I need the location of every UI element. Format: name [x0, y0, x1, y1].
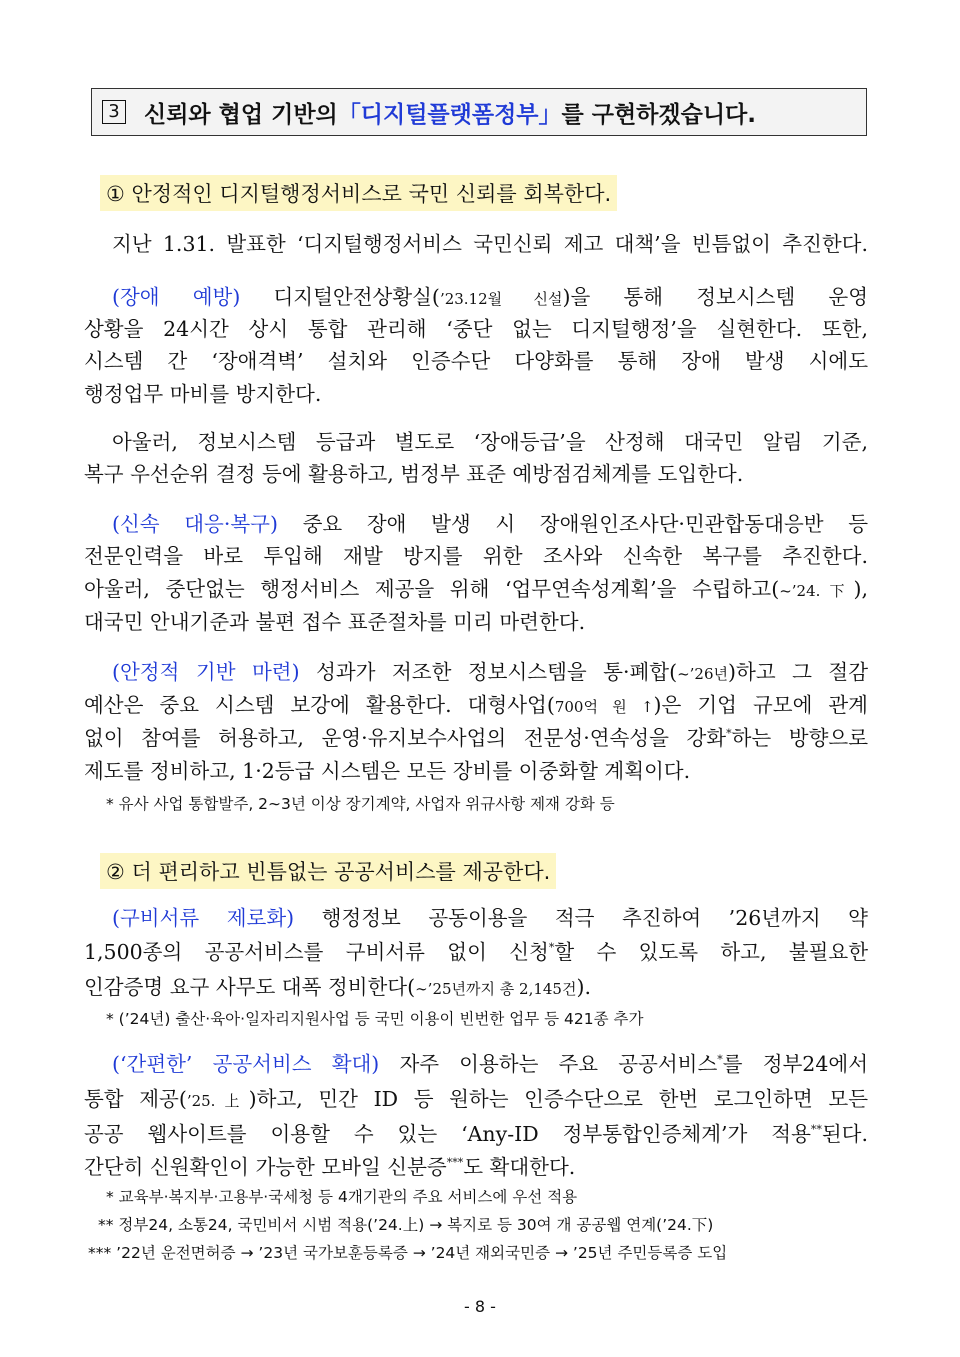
text-run-small: ’23.12월 신설	[439, 290, 563, 308]
paragraph-line: 행정업무 마비를 방지한다.	[84, 382, 322, 406]
paragraph-line: 아울러, 정보시스템 등급과 별도로 ‘장애등급’을 산정해 대국민 알림 기준,	[112, 430, 868, 454]
paragraph-line	[84, 690, 868, 722]
paragraph-line: 시스템 간 ‘장애격벽’ 설치와 인증수단 다양화를 통해 장애 발생 시에도	[84, 349, 868, 373]
chapter-title-suffix: 를 구현하겠습니다.	[561, 101, 757, 128]
section-heading-1: ① 안정적인 디지털행정서비스로 국민 신뢰를 회복한다.	[100, 175, 617, 211]
footnote: *** ’22년 운전면허증 → ’23년 국가보훈등록증 → ’24년 재외국민증 → ’25년 주민등록증 도입	[88, 1244, 728, 1262]
footnote: ** 정부24, 소통24, 국민비서 시범 적용(’24.上) → 복지로 등 30여 개 공공웹 연계(’24.下)	[98, 1216, 714, 1234]
paragraph-line	[84, 1084, 868, 1116]
chapter-title-highlight: 「디지털플랫폼정부」	[337, 101, 562, 128]
chapter-title-box	[91, 88, 867, 136]
chapter-title-text: 신뢰와 협업 기반의	[144, 101, 338, 128]
text-run: 디지털안전상황실(	[240, 285, 440, 309]
text-run: 하는 방향으로	[731, 726, 869, 750]
text-run: 를 정부24에서	[722, 1052, 868, 1076]
paragraph-line	[112, 657, 868, 689]
paragraph-line	[84, 1119, 868, 1149]
paragraph-line: 상황을 24시간 상시 통합 관리해 ‘중단 없는 디지털행정’을 실현한다. 또한,	[84, 317, 868, 341]
text-run: ),	[853, 577, 868, 601]
keyword-label: (구비서류 제로화)	[112, 906, 295, 930]
footnote: * 교육부·복지부·고용부·국세청 등 4개기관의 주요 서비스에 우선 적용	[106, 1188, 578, 1206]
keyword-label: (안정적 기반 마련)	[112, 660, 300, 684]
footnote: * 유사 사업 통합발주, 2∼3년 이상 장기계약, 사업자 위규사항 제재 강화 등	[106, 795, 615, 813]
text-run: )을 통해 정보시스템 운영	[562, 285, 868, 309]
keyword-label: (‘간편한’ 공공서비스 확대)	[112, 1052, 380, 1076]
text-run: 간단히 신원확인이 가능한 모바일 신분증	[84, 1155, 447, 1179]
text-run: 된다.	[821, 1122, 868, 1146]
text-run: 도 확대한다.	[463, 1155, 576, 1179]
paragraph-line	[112, 282, 868, 314]
text-run-small: ’25.上	[186, 1092, 249, 1110]
paragraph-line	[84, 574, 868, 606]
keyword-label: (장애 예방)	[112, 285, 241, 309]
text-run: 자주 이용하는 주요 공공서비스	[379, 1052, 718, 1076]
text-run: 예산은 중요 시스템 보강에 활용한다. 대형사업(	[84, 693, 555, 717]
text-run: 할 수 있도록 하고, 불필요한	[554, 940, 868, 964]
paragraph-line	[84, 723, 868, 753]
chapter-number: 3	[102, 100, 126, 124]
text-run-small: ∼’25년까지 총 2,145건	[415, 980, 577, 998]
text-run: 행정정보 공동이용을 적극 추진하여 ’26년까지 약	[294, 906, 868, 930]
text-run: 없이 참여를 허용하고, 운영·유지보수사업의 전문성·연속성을 강화	[84, 726, 727, 750]
keyword-label: (신속 대응·복구)	[112, 512, 278, 536]
paragraph-line	[112, 903, 868, 933]
section-heading-2: ② 더 편리하고 빈틈없는 공공서비스를 제공한다.	[100, 853, 556, 889]
text-run: 인감증명 요구 사무도 대폭 정비한다(	[84, 975, 416, 999]
section1-intro: 지난 1.31. 발표한 ‘디지털행정서비스 국민신뢰 제고 대책’을 빈틈없이 추진한다.	[112, 232, 868, 256]
text-run: 성과가 저조한 정보시스템을 통·폐합(	[299, 660, 678, 684]
footnote-marker: **	[810, 1123, 822, 1137]
paragraph-line	[112, 1049, 868, 1079]
text-run: 1,500종의 공공서비스를 구비서류 없이 신청	[84, 940, 549, 964]
page-number: - 8 -	[464, 1297, 496, 1316]
text-run: 통합 제공(	[84, 1087, 187, 1111]
text-run-small: 700억 원 ↑	[554, 698, 654, 716]
paragraph-line	[84, 972, 868, 1004]
paragraph-line: 전문인력을 바로 투입해 재발 방지를 위한 조사와 신속한 복구를 추진한다.	[84, 544, 868, 568]
text-run: 중요 장애 발생 시 장애원인조사단·민관합동대응반 등	[277, 512, 869, 536]
footnote-marker: *	[717, 1053, 723, 1067]
text-run: 공공 웹사이트를 이용할 수 있는 ‘Any-ID 정부통합인증체계’가 적용	[84, 1122, 811, 1146]
text-run: ).	[576, 975, 591, 999]
paragraph-line: 대국민 안내기준과 불편 접수 표준절차를 미리 마련한다.	[84, 610, 586, 634]
footnote: * (’24년) 출산·육아·일자리지원사업 등 국민 이용이 빈번한 업무 등 421종 추가	[106, 1010, 644, 1028]
text-run: )하고 그 절감	[728, 660, 868, 684]
paragraph-line	[112, 509, 868, 539]
text-run-small: ~’24.下	[779, 582, 854, 600]
paragraph-line: 복구 우선순위 결정 등에 활용하고, 범정부 표준 예방점검체계를 도입한다.	[84, 462, 744, 486]
footnote-marker: ***	[446, 1156, 464, 1170]
text-run: )은 기업 규모에 관계	[653, 693, 868, 717]
text-run-small: ~’26년	[677, 665, 729, 683]
text-run: )하고, 민간 ID 등 원하는 인증수단으로 한번 로그인하면 모든	[248, 1087, 869, 1111]
footnote-marker: *	[726, 727, 732, 741]
footnote-marker: *	[548, 941, 555, 955]
paragraph-line: 제도를 정비하고, 1·2등급 시스템은 모든 장비를 이중화할 계획이다.	[84, 759, 691, 783]
paragraph-line	[84, 1152, 868, 1182]
paragraph-line	[84, 937, 868, 967]
text-run: 아울러, 중단없는 행정서비스 제공을 위해 ‘업무연속성계획’을 수립하고(	[84, 577, 780, 601]
